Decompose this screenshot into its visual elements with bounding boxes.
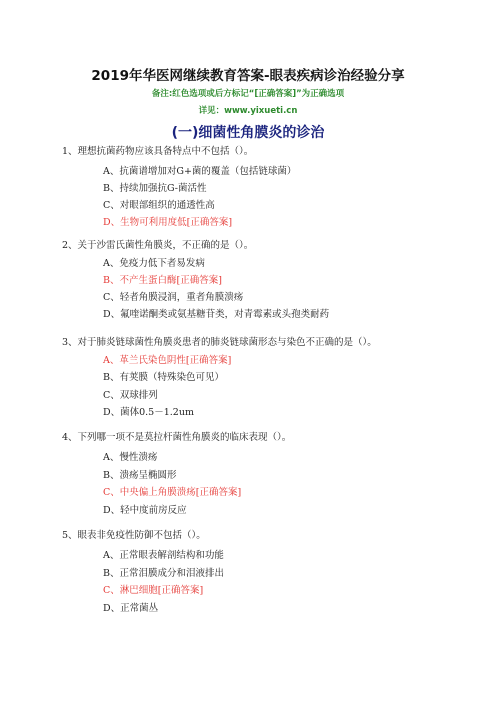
- option: D、生物可利用度低[正确答案]: [103, 217, 233, 228]
- option: B、溃疡呈椭圆形: [103, 470, 177, 481]
- option: B、持续加强抗G-菌活性: [103, 183, 207, 194]
- source-link[interactable]: 详见：www.yixueti.cn: [198, 106, 298, 116]
- question-stem: 2、关于沙雷氏菌性角膜炎，不正确的是（）。: [62, 240, 254, 251]
- option: C、对眼部组织的通透性高: [103, 200, 215, 211]
- question-stem: 5、眼表非免疫性防御不包括（）。: [62, 530, 206, 541]
- question-stem: 4、下列哪一项不是莫拉杆菌性角膜炎的临床表现（）。: [62, 432, 292, 443]
- option: C、中央偏上角膜溃疡[正确答案]: [103, 487, 242, 498]
- option: D、正常菌丛: [103, 603, 159, 614]
- section-title: (一)细菌性角膜炎的诊治: [171, 125, 325, 141]
- option: B、有荚膜（特殊染色可见）: [103, 372, 224, 383]
- answer-note: 备注:红色选项或后方标记“[正确答案]”为正确选项: [151, 89, 345, 99]
- question-stem: 3、对于肺炎链球菌性角膜炎患者的肺炎链球菌形态与染色不正确的是（）。: [62, 337, 377, 348]
- option: B、不产生蛋白酶[正确答案]: [103, 275, 222, 286]
- option: C、淋巴细胞[正确答案]: [103, 585, 204, 596]
- option: D、氟喹诺酮类或氨基糖苷类，对青霉素或头孢类耐药: [103, 309, 330, 320]
- option: D、轻中度前房反应: [103, 505, 187, 516]
- option: B、正常泪膜成分和泪液排出: [103, 568, 224, 579]
- option: D、菌体0.5－1.2um: [103, 407, 194, 418]
- document-title: 2019年华医网继续教育答案-眼表疾病诊治经验分享: [91, 68, 405, 84]
- option: A、革兰氏染色阴性[正确答案]: [103, 355, 232, 366]
- option: C、轻者角膜浸润，重者角膜溃疡: [103, 292, 244, 303]
- option: A、慢性溃疡: [103, 452, 158, 463]
- option: A、抗菌谱增加对G+菌的覆盖（包括链球菌）: [103, 166, 297, 177]
- option: A、免疫力低下者易发病: [103, 258, 205, 269]
- option: C、双球排列: [103, 390, 158, 401]
- question-stem: 1、理想抗菌药物应该具备特点中不包括（）。: [62, 146, 254, 157]
- option: A、正常眼表解剖结构和功能: [103, 550, 224, 561]
